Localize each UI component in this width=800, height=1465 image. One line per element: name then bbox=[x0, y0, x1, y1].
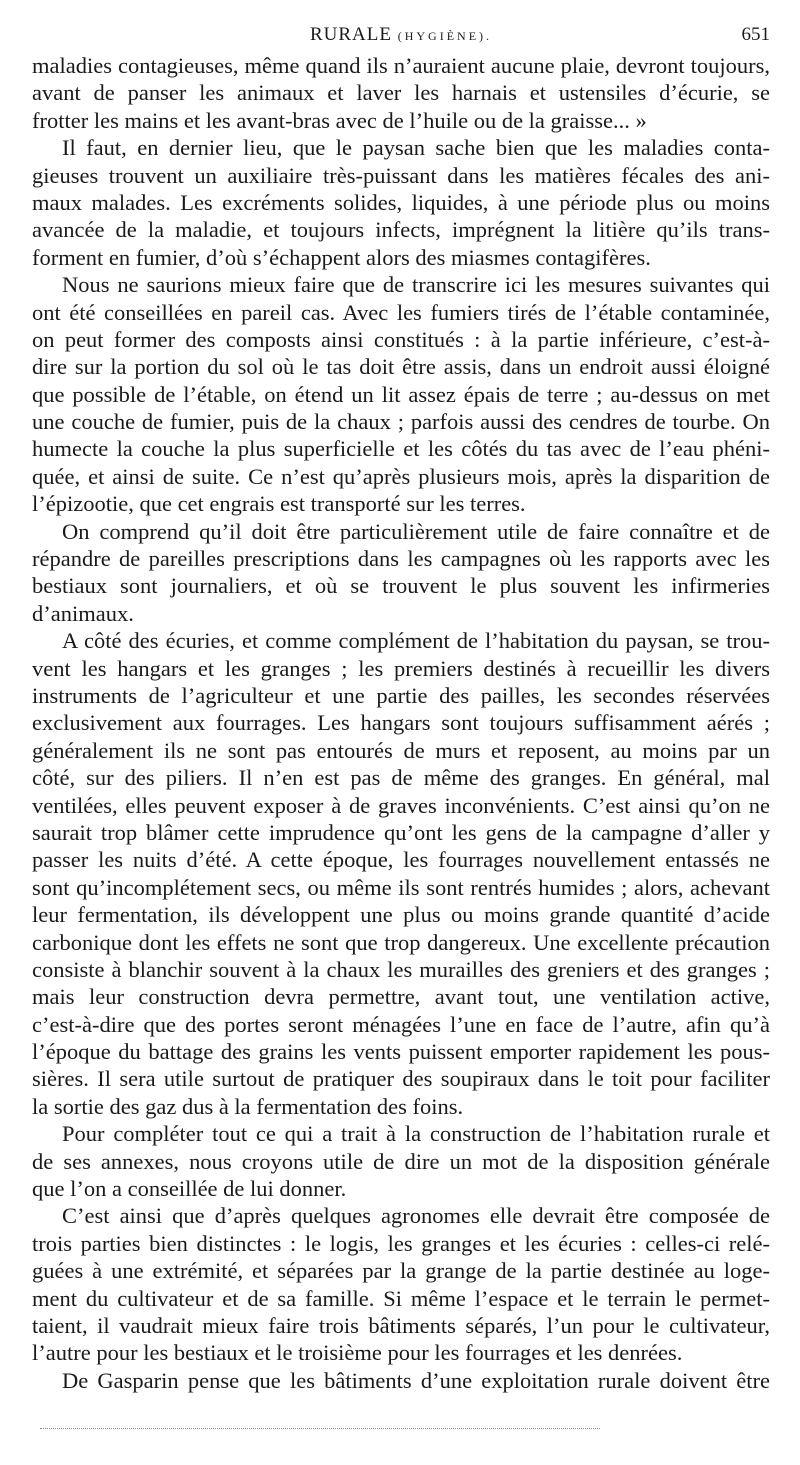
text-line: humecte la couche la plus superficielle et les côtés du tas avec de l’eau phéni- bbox=[32, 436, 770, 462]
text-line: d’animaux. bbox=[32, 600, 134, 626]
text-line: forment en fumier, d’où s’échappent alors des miasmes contagifères. bbox=[32, 244, 651, 270]
text-line: que l’on a conseillée de lui donner. bbox=[32, 1176, 347, 1202]
text-line: généralement ils ne sont pas entourés de murs et reposent, au moins par un bbox=[32, 737, 770, 763]
text-line: ventilées, elles peuvent exposer à de graves inconvénients. C’est ainsi qu’on ne bbox=[32, 792, 770, 818]
text-line: sont qu’incomplétement secs, ou même ils sont rentrés humides ; alors, achevant bbox=[32, 874, 770, 900]
text-line: mais leur construction devra permettre, avant tout, une ventilation active, bbox=[32, 984, 770, 1010]
text-line: dire sur la portion du sol où le tas doit être assis, dans un endroit aussi éloigné bbox=[32, 354, 770, 380]
text-line: passer les nuits d’été. A cette époque, les fourrages nouvellement entassés ne bbox=[32, 847, 770, 873]
text-line: de ses annexes, nous croyons utile de dire un mot de la disposition générale bbox=[32, 1148, 770, 1174]
text-line: c’est-à-dire que des portes seront ménagées l’une en face de l’autre, afin qu’à bbox=[32, 1011, 770, 1037]
text-line: Il faut, en dernier lieu, que le paysan sache bien que les maladies conta- bbox=[62, 135, 770, 161]
body-text bbox=[32, 52, 770, 1394]
paragraph bbox=[32, 52, 770, 134]
text-line: trois parties bien distinctes : le logis, les granges et les écuries : celles-ci relé- bbox=[32, 1230, 770, 1256]
text-line: frotter les mains et les avant-bras avec de l’huile ou de la graisse... » bbox=[32, 107, 647, 133]
text-line: C’est ainsi que d’après quelques agronomes elle devrait être composée de bbox=[62, 1203, 770, 1229]
text-line: instruments de l’agriculteur et une partie des pailles, les secondes réservées bbox=[32, 682, 770, 708]
running-head bbox=[32, 24, 770, 52]
paragraph bbox=[32, 134, 770, 271]
paragraph bbox=[32, 1367, 770, 1394]
text-line: maux malades. Les excréments solides, liquides, à une période plus ou moins bbox=[32, 189, 770, 215]
text-line: Pour compléter tout ce qui a trait à la construction de l’habitation rurale et bbox=[62, 1121, 770, 1147]
text-line: taient, il vaudrait mieux faire trois bâtiments séparés, l’un pour le cultivateur, bbox=[32, 1312, 770, 1338]
text-line: Nous ne saurions mieux faire que de transcrire ici les mesures suivantes qui bbox=[62, 272, 770, 298]
text-line: vent les hangars et les granges ; les premiers destinés à recueillir les divers bbox=[32, 655, 770, 681]
text-line: ont été conseillées en pareil cas. Avec les fumiers tirés de l’étable contaminée, bbox=[32, 299, 770, 325]
text-line: guées à une extrémité, et séparées par la grange de la partie destinée au loge- bbox=[32, 1258, 770, 1284]
paragraph bbox=[32, 271, 770, 518]
text-line: gieuses trouvent un auxiliaire très-puissant dans les matières fécales des ani- bbox=[32, 162, 770, 188]
text-line: côté, sur des piliers. Il n’en est pas de même des granges. En général, mal bbox=[32, 765, 770, 791]
footer-divider bbox=[40, 1428, 600, 1429]
running-title-subtitle: (HYGIÈNE). bbox=[397, 29, 493, 43]
text-line: que possible de l’étable, on étend un lit assez épais de terre ; au-dessus on met bbox=[32, 381, 770, 407]
running-title bbox=[32, 24, 770, 46]
text-line: bestiaux sont journaliers, et où se trouvent le plus souvent les infirmeries bbox=[32, 573, 770, 599]
text-line: exclusivement aux fourrages. Les hangars sont toujours suffisamment aérés ; bbox=[32, 710, 770, 736]
text-line: maladies contagieuses, même quand ils n’auraient aucune plaie, devront toujours, bbox=[32, 53, 770, 78]
text-line: quée, et ainsi de suite. Ce n’est qu’après plusieurs mois, après la disparition de bbox=[32, 463, 770, 489]
text-line: sières. Il sera utile surtout de pratiquer des soupiraux dans le toit pour faciliter bbox=[32, 1066, 770, 1092]
paragraph bbox=[32, 627, 770, 1120]
text-line: A côté des écuries, et comme complément de l’habitation du paysan, se trou- bbox=[62, 628, 770, 654]
paragraph bbox=[32, 1120, 770, 1202]
text-line: leur fermentation, ils développent une plus ou moins grande quantité d’acide bbox=[32, 902, 770, 928]
text-line: une couche de fumier, puis de la chaux ; parfois aussi des cendres de tourbe. On bbox=[32, 409, 770, 435]
text-line: avant de panser les animaux et laver les harnais et ustensiles d’écurie, se bbox=[32, 80, 770, 106]
text-line: carbonique dont les effets ne sont que trop dangereux. Une excellente précaution bbox=[32, 929, 770, 955]
text-line: avancée de la maladie, et toujours infects, imprégnent la litière qu’ils trans- bbox=[32, 217, 770, 243]
text-line: répandre de pareilles prescriptions dans les campagnes où les rapports avec les bbox=[32, 546, 770, 572]
text-line: l’époque du battage des grains les vents puissent emporter rapidement les pous- bbox=[32, 1039, 770, 1065]
text-line: saurait trop blâmer cette imprudence qu’ont les gens de la campagne d’aller y bbox=[32, 819, 770, 845]
text-line: ment du cultivateur et de sa famille. Si même l’espace et le terrain le permet- bbox=[32, 1285, 770, 1311]
book-page bbox=[32, 24, 770, 1394]
text-line: consiste à blanchir souvent à la chaux les murailles des greniers et des granges ; bbox=[32, 956, 770, 982]
text-line: On comprend qu’il doit être particulièrement utile de faire connaître et de bbox=[62, 518, 770, 544]
paragraph bbox=[32, 1202, 770, 1366]
text-line: l’autre pour les bestiaux et le troisième pour les fourrages et les denrées. bbox=[32, 1340, 683, 1366]
text-line: l’épizootie, que cet engrais est transporté sur les terres. bbox=[32, 491, 526, 517]
text-line: on peut former des composts ainsi constitués : à la partie inférieure, c’est-à- bbox=[32, 326, 770, 352]
paragraph bbox=[32, 518, 770, 628]
running-title-main: RURALE bbox=[309, 24, 392, 45]
page-number: 651 bbox=[741, 24, 770, 45]
text-line: De Gasparin pense que les bâtiments d’une exploitation rurale doivent être bbox=[62, 1367, 770, 1393]
text-line: la sortie des gaz dus à la fermentation des foins. bbox=[32, 1093, 464, 1119]
